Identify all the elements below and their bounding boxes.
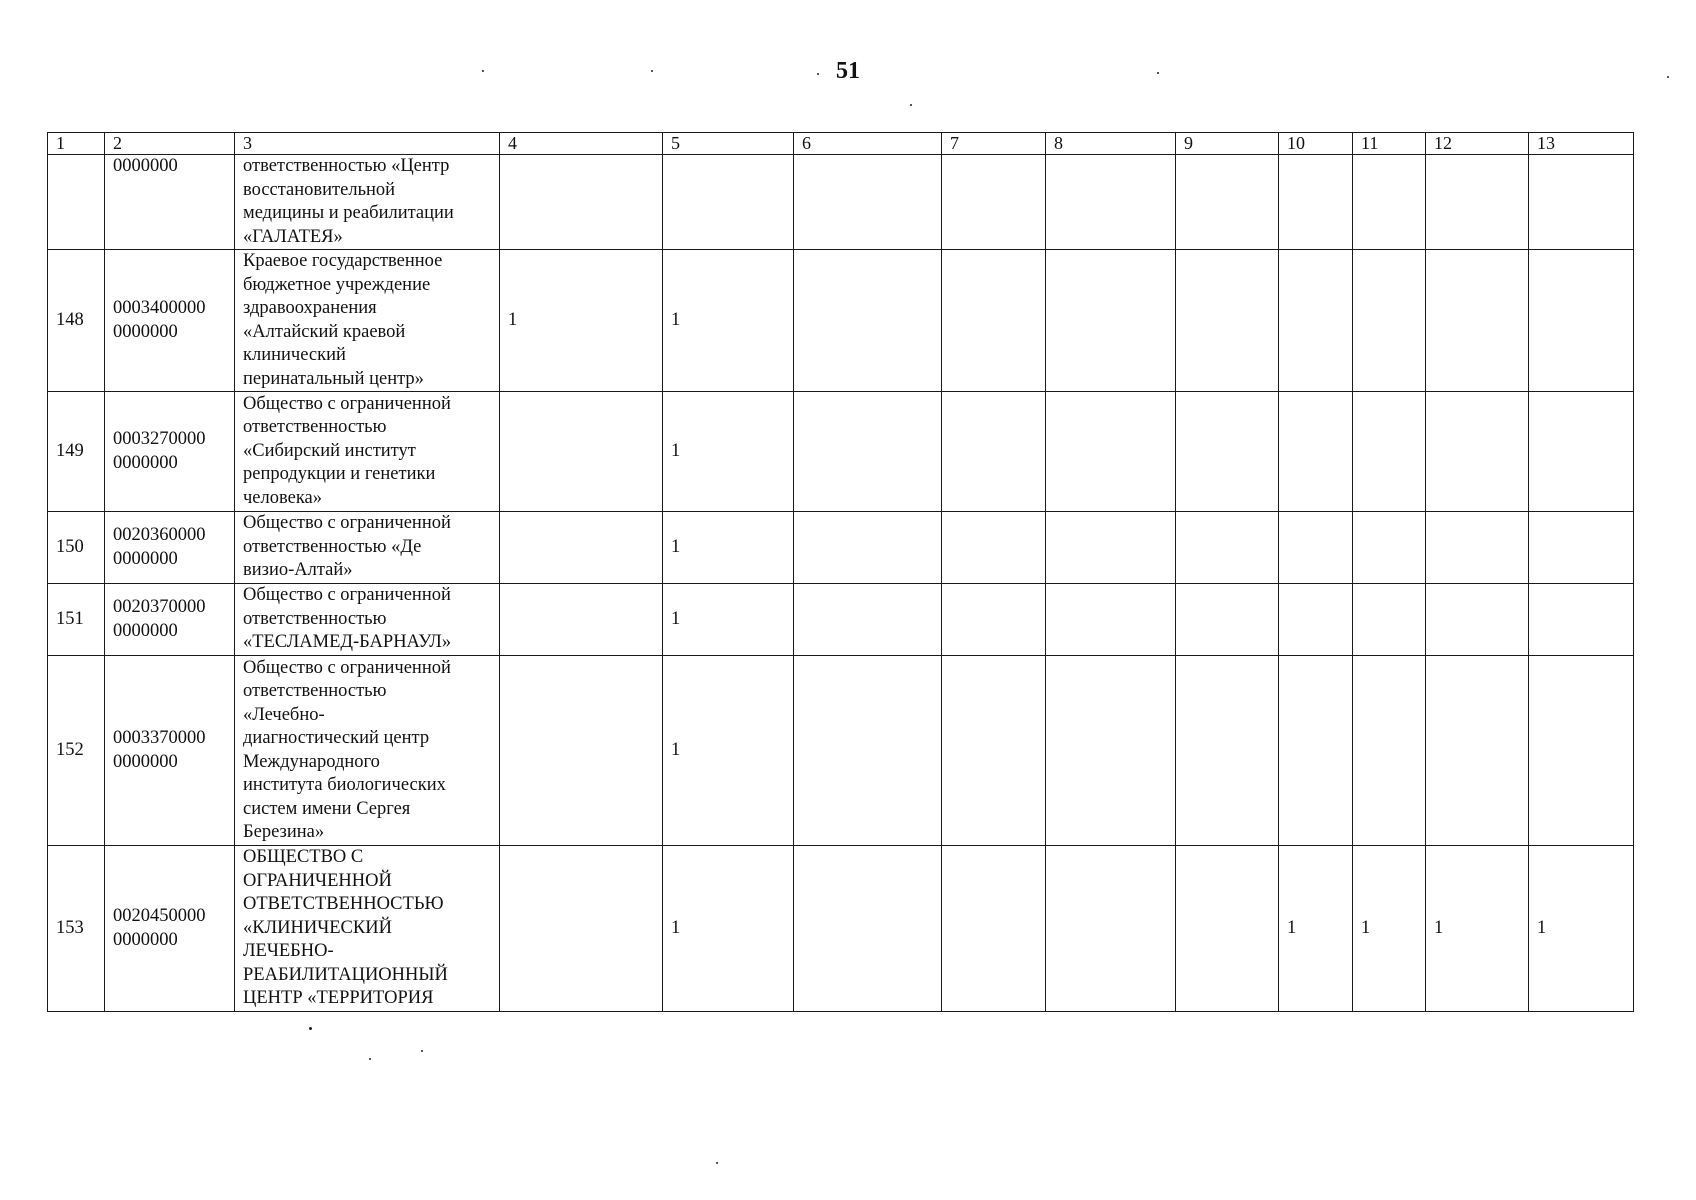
cell-col8 xyxy=(1046,584,1176,656)
cell-col7 xyxy=(942,656,1046,846)
code-line: 0003370000 xyxy=(113,728,206,748)
code-line: 0020450000 xyxy=(113,906,206,926)
cell-col10 xyxy=(1279,155,1353,250)
name-line: института биологических xyxy=(243,775,446,795)
name-line: медицины и реабилитации xyxy=(243,203,454,223)
cell-col10: 1 xyxy=(1279,846,1353,1012)
scan-speck xyxy=(421,1050,423,1052)
row-number: 150 xyxy=(48,512,105,584)
cell-col13 xyxy=(1529,512,1634,584)
table-row xyxy=(48,155,1634,250)
cell-col6 xyxy=(794,512,942,584)
cell-col10 xyxy=(1279,392,1353,512)
cell-col6 xyxy=(794,846,942,1012)
cell-col7 xyxy=(942,155,1046,250)
code-line: 0020360000 xyxy=(113,525,206,545)
name-line: РЕАБИЛИТАЦИОННЫЙ xyxy=(243,964,448,985)
cell-col12 xyxy=(1426,250,1529,392)
name-line: клинический xyxy=(243,345,346,365)
name-line: перинатальный центр» xyxy=(243,368,424,389)
name-line: ЦЕНТР «ТЕРРИТОРИЯ xyxy=(243,988,434,1009)
cell-col10 xyxy=(1279,584,1353,656)
name-line: человека» xyxy=(243,487,323,508)
cell-col6 xyxy=(794,584,942,656)
column-header: 12 xyxy=(1426,133,1529,155)
scan-speck xyxy=(651,70,653,72)
table-row xyxy=(48,250,1634,392)
cell-col13 xyxy=(1529,155,1634,250)
register-table xyxy=(47,132,1634,1012)
column-header: 5 xyxy=(663,133,794,155)
name-line: Краевое государственное xyxy=(243,251,443,271)
column-header: 13 xyxy=(1529,133,1634,155)
cell-col12 xyxy=(1426,512,1529,584)
name-line: здравоохранения xyxy=(243,298,377,318)
name-line: «ГАЛАТЕЯ» xyxy=(243,226,343,247)
page-number: 51 xyxy=(836,58,860,84)
cell-col8 xyxy=(1046,392,1176,512)
cell-col11: 1 xyxy=(1353,846,1426,1012)
cell-col11 xyxy=(1353,392,1426,512)
cell-col8 xyxy=(1046,846,1176,1012)
name-line: ответственностью «Де xyxy=(243,536,422,557)
row-name xyxy=(235,392,500,512)
cell-col5: 1 xyxy=(663,846,794,1012)
scan-speck xyxy=(817,73,819,75)
name-line: репродукции и генетики xyxy=(243,464,436,485)
cell-col7 xyxy=(942,392,1046,512)
name-line: Международного xyxy=(243,751,380,772)
name-line: визио-Алтай» xyxy=(243,560,353,581)
name-line: «Лечебно- xyxy=(243,704,325,725)
row-name xyxy=(235,250,500,392)
table-row xyxy=(48,656,1634,846)
cell-col11 xyxy=(1353,250,1426,392)
scan-speck xyxy=(309,1027,312,1030)
scan-speck xyxy=(1157,72,1159,74)
cell-col9 xyxy=(1176,155,1279,250)
column-header: 11 xyxy=(1353,133,1426,155)
column-header: 9 xyxy=(1176,133,1279,155)
row-code xyxy=(105,250,235,392)
cell-col5: 1 xyxy=(663,392,794,512)
row-name xyxy=(235,656,500,846)
cell-col12 xyxy=(1426,584,1529,656)
table-row xyxy=(48,846,1634,1012)
name-line: ОГРАНИЧЕННОЙ xyxy=(243,870,392,891)
name-line: Общество с ограниченной xyxy=(243,657,451,678)
name-line: диагностический центр xyxy=(243,728,430,748)
cell-col5: 1 xyxy=(663,512,794,584)
row-name xyxy=(235,584,500,656)
cell-col12: 1 xyxy=(1426,846,1529,1012)
cell-col4: 1 xyxy=(500,250,663,392)
code-line: 0000000 xyxy=(113,156,178,176)
row-number xyxy=(48,155,105,250)
cell-col13 xyxy=(1529,392,1634,512)
row-name xyxy=(235,155,500,250)
cell-col5 xyxy=(663,155,794,250)
column-header: 1 xyxy=(48,133,105,155)
name-line: ответственностью xyxy=(243,608,387,629)
scan-speck xyxy=(910,104,912,106)
cell-col13: 1 xyxy=(1529,846,1634,1012)
cell-col7 xyxy=(942,512,1046,584)
name-line: Общество с ограниченной xyxy=(243,513,451,534)
name-line: Общество с ограниченной xyxy=(243,393,451,414)
cell-col6 xyxy=(794,155,942,250)
column-header: 4 xyxy=(500,133,663,155)
row-number: 153 xyxy=(48,846,105,1012)
cell-col6 xyxy=(794,250,942,392)
column-header: 10 xyxy=(1279,133,1353,155)
row-code xyxy=(105,584,235,656)
cell-col5: 1 xyxy=(663,584,794,656)
cell-col12 xyxy=(1426,155,1529,250)
code-line: 0003270000 xyxy=(113,429,206,449)
row-name xyxy=(235,846,500,1012)
row-name xyxy=(235,512,500,584)
name-line: Березина» xyxy=(243,822,325,842)
cell-col8 xyxy=(1046,155,1176,250)
column-header: 3 xyxy=(235,133,500,155)
table-row xyxy=(48,512,1634,584)
row-number: 151 xyxy=(48,584,105,656)
cell-col10 xyxy=(1279,512,1353,584)
scan-speck xyxy=(369,1058,371,1060)
code-line: 0000000 xyxy=(113,321,178,342)
row-number: 148 xyxy=(48,250,105,392)
code-line: 0000000 xyxy=(113,751,178,772)
cell-col10 xyxy=(1279,656,1353,846)
row-code xyxy=(105,392,235,512)
cell-col13 xyxy=(1529,250,1634,392)
row-code xyxy=(105,512,235,584)
code-line: 0000000 xyxy=(113,452,178,473)
code-line: 0000000 xyxy=(113,620,178,641)
name-line: ответственностью xyxy=(243,681,387,701)
cell-col6 xyxy=(794,392,942,512)
name-line: ОТВЕТСТВЕННОСТЬЮ xyxy=(243,894,444,915)
cell-col7 xyxy=(942,250,1046,392)
cell-col13 xyxy=(1529,656,1634,846)
name-line: ЛЕЧЕБНО- xyxy=(243,941,334,962)
scan-speck xyxy=(1667,76,1669,78)
cell-col8 xyxy=(1046,512,1176,584)
cell-col9 xyxy=(1176,846,1279,1012)
cell-col4 xyxy=(500,392,663,512)
cell-col9 xyxy=(1176,656,1279,846)
cell-col8 xyxy=(1046,656,1176,846)
code-line: 0000000 xyxy=(113,929,178,950)
name-line: «ТЕСЛАМЕД-БАРНАУЛ» xyxy=(243,632,452,653)
table-row xyxy=(48,584,1634,656)
cell-col9 xyxy=(1176,584,1279,656)
scan-speck xyxy=(716,1162,718,1164)
name-line: систем имени Сергея xyxy=(243,798,411,819)
name-line: ответственностью «Центр xyxy=(243,156,450,176)
cell-col8 xyxy=(1046,250,1176,392)
code-line: 0020370000 xyxy=(113,597,206,617)
cell-col12 xyxy=(1426,656,1529,846)
cell-col7 xyxy=(942,846,1046,1012)
header-row xyxy=(48,133,1634,155)
row-number: 152 xyxy=(48,656,105,846)
cell-col4 xyxy=(500,584,663,656)
name-line: ответственностью xyxy=(243,417,387,438)
row-code xyxy=(105,656,235,846)
row-code xyxy=(105,155,235,250)
name-line: «КЛИНИЧЕСКИЙ xyxy=(243,917,392,938)
code-line: 0000000 xyxy=(113,548,178,569)
cell-col5: 1 xyxy=(663,250,794,392)
name-line: Общество с ограниченной xyxy=(243,585,451,606)
column-header: 7 xyxy=(942,133,1046,155)
code-line: 0003400000 xyxy=(113,298,206,318)
cell-col4 xyxy=(500,155,663,250)
cell-col11 xyxy=(1353,155,1426,250)
cell-col6 xyxy=(794,656,942,846)
name-line: восстановительной xyxy=(243,179,396,200)
cell-col9 xyxy=(1176,512,1279,584)
cell-col7 xyxy=(942,584,1046,656)
name-line: «Сибирский институт xyxy=(243,440,416,461)
cell-col11 xyxy=(1353,656,1426,846)
cell-col12 xyxy=(1426,392,1529,512)
name-line: бюджетное учреждение xyxy=(243,274,431,295)
column-header: 2 xyxy=(105,133,235,155)
name-line: ОБЩЕСТВО С xyxy=(243,847,364,868)
cell-col9 xyxy=(1176,392,1279,512)
cell-col4 xyxy=(500,512,663,584)
cell-col10 xyxy=(1279,250,1353,392)
cell-col4 xyxy=(500,846,663,1012)
cell-col5: 1 xyxy=(663,656,794,846)
cell-col11 xyxy=(1353,584,1426,656)
row-code xyxy=(105,846,235,1012)
cell-col4 xyxy=(500,656,663,846)
row-number: 149 xyxy=(48,392,105,512)
cell-col9 xyxy=(1176,250,1279,392)
cell-col11 xyxy=(1353,512,1426,584)
scan-speck xyxy=(482,70,484,72)
cell-col13 xyxy=(1529,584,1634,656)
table-row xyxy=(48,392,1634,512)
name-line: «Алтайский краевой xyxy=(243,321,406,342)
column-header: 6 xyxy=(794,133,942,155)
column-header: 8 xyxy=(1046,133,1176,155)
